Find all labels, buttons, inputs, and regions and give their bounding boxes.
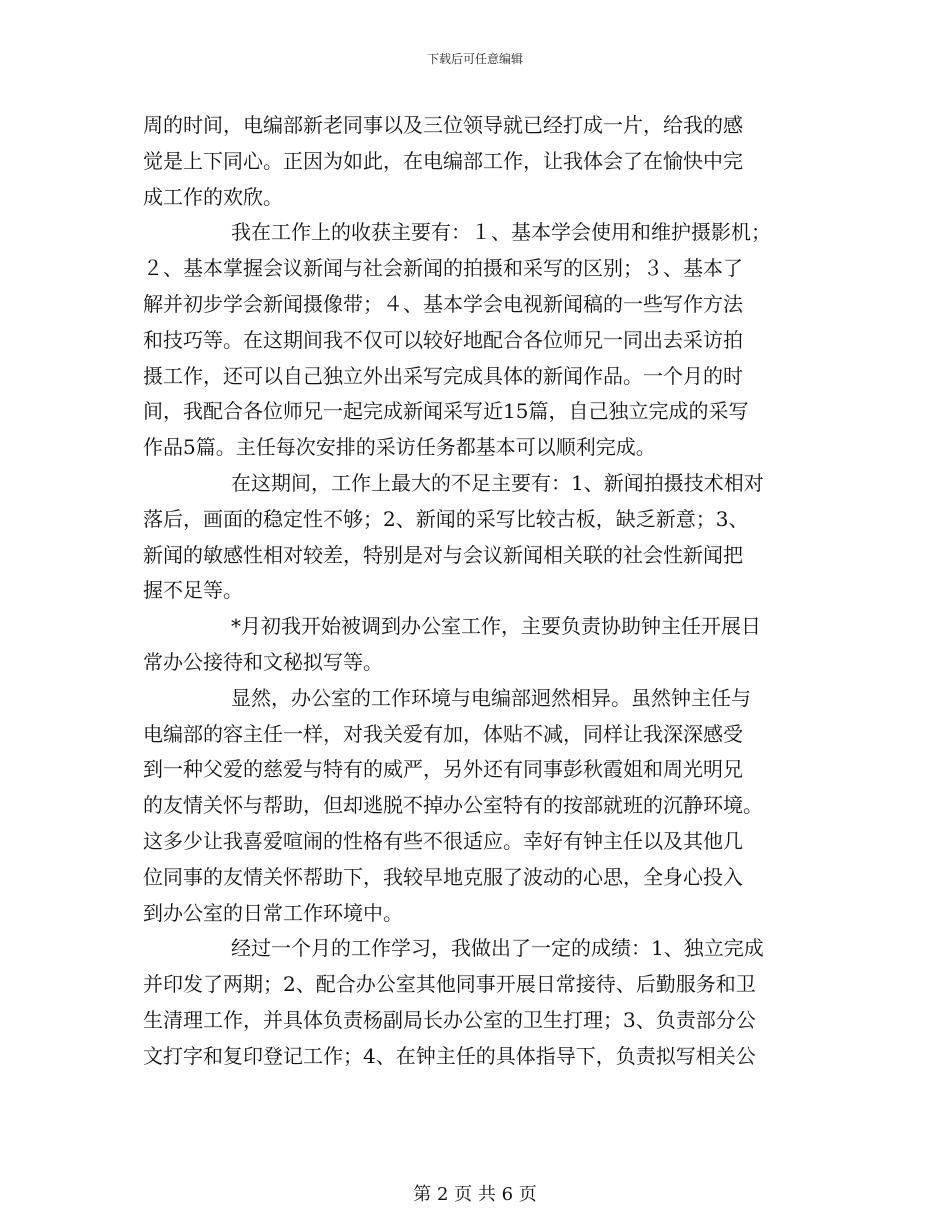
text-line: 到办公室的日常工作环境中。 <box>143 900 403 925</box>
page-header: 下载后可任意编辑 <box>426 52 523 66</box>
document-body <box>143 108 815 1075</box>
text-line: 电编部的容主任一样，对我关爱有加，体贴不减，同样让我深深感受 <box>143 721 743 746</box>
page-footer: 第 2 页 共 6 页 <box>413 1184 537 1205</box>
text-line: 到一种父爱的慈爱与特有的威严，另外还有同事彭秋霞姐和周光明兄 <box>143 757 743 782</box>
text-line: 解并初步学会新闻摄像带；４、基本学会电视新闻稿的一些写作方法 <box>143 291 743 316</box>
text-line: 我在工作上的收获主要有：１、基本学会使用和维护摄影机； <box>231 220 771 245</box>
text-line: 间，我配合各位师兄一起完成新闻采写近15篇，自己独立完成的采写 <box>143 399 749 424</box>
text-line: ２、基本掌握会议新闻与社会新闻的拍摄和采写的区别；３、基本了 <box>143 256 743 281</box>
text-line: 握不足等。 <box>143 578 243 603</box>
text-line: 成工作的欢欣。 <box>143 184 283 209</box>
text-line: 位同事的友情关怀帮助下，我较早地克服了波动的心思，全身心投入 <box>143 864 743 889</box>
text-line: 并印发了两期；2、配合办公室其他同事开展日常接待、后勤服务和卫 <box>143 972 756 997</box>
text-line: 这多少让我喜爱喧闹的性格有些不很适应。幸好有钟主任以及其他几 <box>143 828 743 853</box>
text-line: 新闻的敏感性相对较差，特别是对与会议新闻相关联的社会性新闻把 <box>143 542 743 567</box>
text-line: 文打字和复印登记工作；4、在钟主任的具体指导下，负责拟写相关公 <box>143 1043 756 1068</box>
text-line: *月初我开始被调到办公室工作，主要负责协助钟主任开展日 <box>231 614 761 639</box>
text-line: 摄工作，还可以自己独立外出采写完成具体的新闻作品。一个月的时 <box>143 363 743 388</box>
text-line: 显然，办公室的工作环境与电编部迥然相异。虽然钟主任与 <box>231 685 751 710</box>
text-line: 周的时间，电编部新老同事以及三位领导就已经打成一片，给我的感 <box>143 113 743 137</box>
text-line: 的友情关怀与帮助，但却逃脱不掉办公室特有的按部就班的沉静环境。 <box>143 793 763 818</box>
text-line: 生清理工作，并具体负责杨副局长办公室的卫生打理；3、负责部分公 <box>143 1007 756 1032</box>
text-line: 常办公接待和文秘拟写等。 <box>143 649 383 674</box>
text-line: 经过一个月的工作学习，我做出了一定的成绩：1、独立完成 <box>231 936 764 961</box>
text-line: 和技巧等。在这期间我不仅可以较好地配合各位师兄一同出去采访拍 <box>143 327 743 352</box>
text-line: 作品5篇。主任每次安排的采访任务都基本可以顺利完成。 <box>143 435 656 460</box>
text-line: 落后，画面的稳定性不够；2、新闻的采写比较古板，缺乏新意；3、 <box>143 506 749 531</box>
text-line: 觉是上下同心。正因为如此，在电编部工作，让我体会了在愉快中完 <box>143 148 743 173</box>
text-line: 在这期间，工作上最大的不足主要有：1、新闻拍摄技术相对 <box>231 470 764 495</box>
